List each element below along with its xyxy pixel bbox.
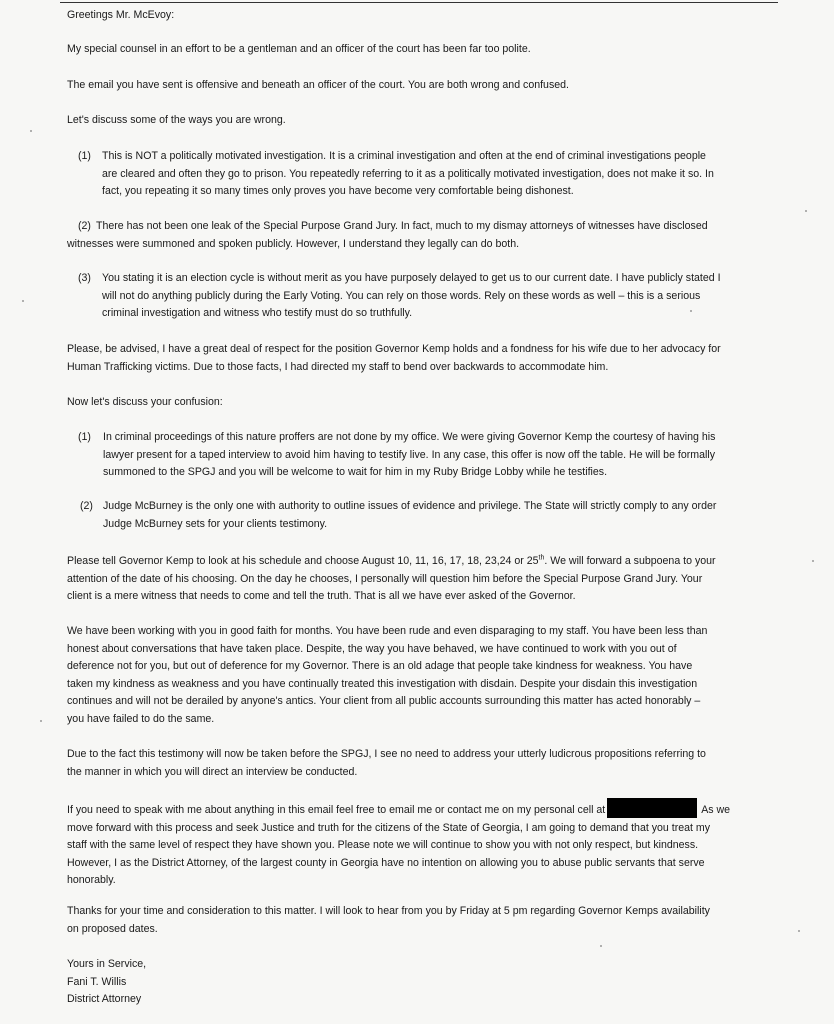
scan-speck [40, 720, 42, 722]
text-line: honest about conversations that have taken place. Despite, the way you have behaved, we have continued to work with you out of [67, 642, 677, 655]
list-line: summoned to the SPGJ and you will be welcome to wait for him in my Ruby Bridge Lobby while he testifies. [103, 466, 608, 479]
paragraph-9 [67, 798, 779, 890]
scan-speck [690, 310, 692, 312]
text-line: However, I as the District Attorney, of the largest county in Georgia have no intention on allowing you to abuse public servants that serve [67, 856, 705, 869]
paragraph-8 [67, 746, 779, 781]
scan-speck [600, 945, 602, 947]
list-line: You stating it is an election cycle is without merit as you have purposely delayed to get us to our current date. I have publicly stated I [102, 272, 721, 284]
text-segment: Please tell Governor Kemp to look at his schedule and choose August 10, 11, 16, 17, 18, 23,24 or 25 [67, 555, 539, 567]
list-line: There has not been one leak of the Special Purpose Grand Jury. In fact, much to my dismay attorneys of witnesses have disclosed [96, 220, 708, 232]
text-line: attention of the date of his choosing. On the day he chooses, I personally will question him before the Special Purpose Grand Jury. Your [67, 572, 703, 585]
paragraph-10 [67, 903, 779, 938]
scan-speck [812, 560, 814, 562]
scan-speck [30, 130, 32, 132]
text-line: on proposed dates. [67, 922, 158, 935]
text-line: Please, be advised, I have a great deal of respect for the position Governor Kemp holds and a fondness for his wife due to her advocacy for [67, 343, 721, 355]
text-line: move forward with this process and seek Justice and truth for the citizens of the State of Georgia, I am going to demand that you treat my [67, 821, 711, 834]
paragraph-2: The email you have sent is offensive and beneath an officer of the court. You are both wrong and confused. [67, 79, 569, 91]
paragraph-6 [67, 553, 779, 606]
list-line: Judge McBurney is the only one with authority to outline issues of evidence and privilege. The State will strictly comply to any order [103, 500, 717, 512]
paragraph-3: Let's discuss some of the ways you are wrong. [67, 114, 286, 126]
list-line: witnesses were summoned and spoken publicly. However, I understand they legally can do both. [67, 237, 520, 250]
list-line: are cleared and often they go to prison. You repeatedly referring to it as a politically motivated investigation, does not make it so. In [102, 167, 714, 180]
signature-title: District Attorney [67, 993, 142, 1006]
closing: Yours in Service, [67, 958, 147, 970]
text-line [67, 798, 779, 820]
list-number: (1) [78, 150, 91, 162]
list-line: will not do anything publicly during the Early Voting. You can rely on those words. Rely on these words as well – this is a serious [102, 289, 701, 302]
list-number: (2) [78, 220, 91, 232]
text-line: taken my kindness as weakness and you have continually treated this investigation with disdain. Despite your disdain this investigation [67, 677, 698, 690]
text-line: Human Trafficking victims. Due to those facts, I had directed my staff to bend over backwards to accommodate him. [67, 360, 609, 373]
redaction-box [607, 798, 697, 818]
text-line: staff with the same level of respect they have shown you. Please note we will continue to show you with not only respect, but kindness. [67, 839, 699, 852]
list-line: fact, you repeating it so many times only proves you have become very comfortable being dishonest. [102, 185, 574, 198]
text-segment: As we [701, 804, 731, 816]
list-number: (1) [78, 431, 91, 443]
text-line: We have been working with you in good faith for months. You have been rude and even disparaging to my staff. You have been less than [67, 625, 708, 637]
text-line: the manner in which you will direct an interview be conducted. [67, 765, 358, 778]
signature-name: Fani T. Willis [67, 975, 127, 988]
list-line: criminal investigation and witness who testify must do so truthfully. [102, 307, 413, 320]
text-line: honorably. [67, 874, 116, 887]
text-segment: If you need to speak with me about anything in this email feel free to email me or contact me on my personal cell at [67, 804, 606, 816]
paragraph-5: Now let's discuss your confusion: [67, 396, 223, 408]
paragraph-1: My special counsel in an effort to be a gentleman and an officer of the court has been far too polite. [67, 43, 531, 55]
greeting: Greetings Mr. McEvoy: [67, 9, 175, 21]
signature-block [67, 956, 779, 1009]
list-number: (2) [80, 500, 93, 512]
scan-speck [805, 210, 807, 212]
text-line: continues and will not be derailed by anyone's antics. Your client from all public accounts surrounding this matter has acted honorably – [67, 695, 701, 708]
text-segment: . We will forward a subpoena to your [544, 555, 716, 567]
text-line: Thanks for your time and consideration to this matter. I will look to hear from you by Friday at 5 pm regarding Governor Kemps availability [67, 905, 710, 917]
text-line: deference not for you, but out of deference for my Governor. There is an old adage that people take kindness for weakness. You have [67, 660, 693, 673]
list-line: This is NOT a politically motivated investigation. It is a criminal investigation and often at the end of criminal investigations people [102, 150, 706, 162]
list-line: In criminal proceedings of this nature proffers are not done by my office. We were giving Governor Kemp the courtesy of having his [103, 431, 716, 443]
text-line: you have failed to do the same. [67, 712, 215, 725]
list-line: Judge McBurney sets for your clients testimony. [103, 517, 328, 530]
scan-speck [22, 300, 24, 302]
text-line [67, 553, 779, 571]
text-line: Due to the fact this testimony will now be taken before the SPGJ, I see no need to address your utterly ludicrous propositions referring to [67, 748, 706, 760]
superscript: th [538, 554, 545, 562]
list-line: lawyer present for a taped interview to avoid him having to testify live. In any case, this offer is now off the table. He will be formally [103, 448, 715, 461]
scan-speck [798, 930, 800, 932]
paragraph-7 [67, 623, 779, 729]
text-line: client is a mere witness that needs to come and tell the truth. That is all we have ever asked of the Governor. [67, 590, 576, 603]
list-number: (3) [78, 272, 91, 284]
paragraph-4 [67, 341, 779, 376]
